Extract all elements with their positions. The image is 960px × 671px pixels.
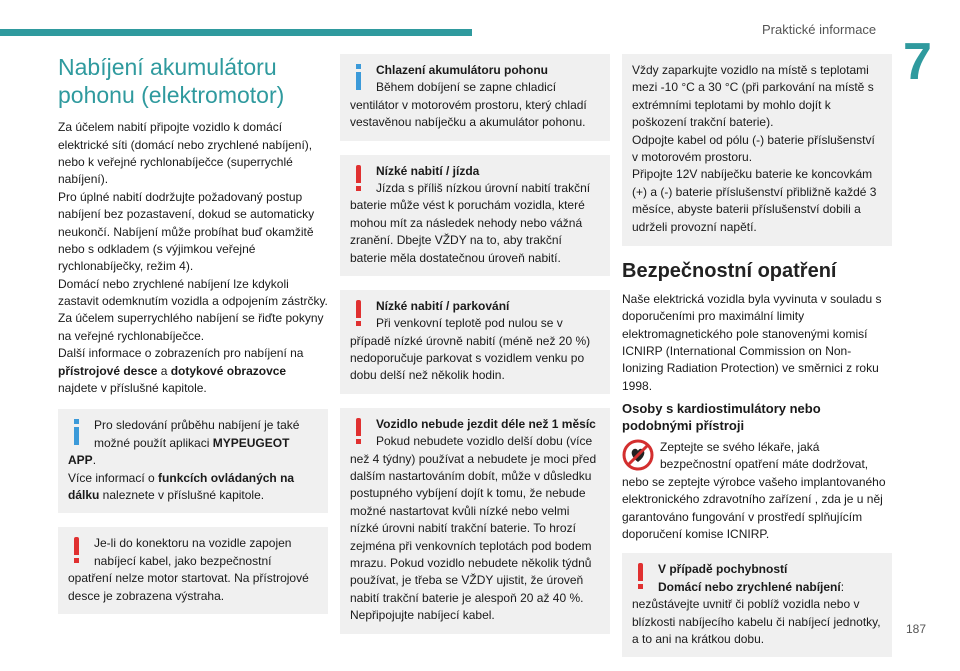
paragraph: Zeptejte se svého lékaře, jaká bezpečnostní opatření máte dodržovat, nebo se zeptejte výrobce vašeho implantovaného elektronického zdravotního zařízení , zda je u něj garantováno fungování v prostředí splňujícím doporučení komise ICNIRP. (622, 440, 886, 541)
text: Pro sledování průběhu nabíjení je také možné použít aplikaci (94, 418, 300, 450)
info-text: Během dobíjení se zapne chladicí ventilátor v motorovém prostoru, který chladí vestavěnou nabíječku a akumulátor pohonu. (350, 80, 587, 130)
warning-title: Nízké nabití / parkování (376, 298, 510, 313)
warning-text: Jízda s příliš nízkou úrovní nabití trakční baterie může vést k poruchám vozidla, které mohou mít za následek nehody nebo vážná zranění. Dbejte VŽDY na to, aby trakční baterie měla dostatečnou úroveň nabití. (350, 180, 591, 265)
column-1 (58, 54, 328, 628)
info-title: Chlazení akumulátoru pohonu (376, 63, 549, 77)
page-number: 187 (905, 622, 926, 636)
paragraph: Za účelem nabití připojte vozidlo k domácí elektrické síti (domácí nebo zrychlené nabíjení), nebo k veřejné rychlonabíječce (superrychlé nabíjení). (58, 120, 313, 187)
info-icon (68, 419, 86, 447)
warning-text: Je-li do konektoru na vozidle zapojen nabíjecí kabel, jako bezpečnostní opatření nelze motor startovat. Na přístrojové desce je zobrazena výstraha. (68, 536, 309, 603)
text: najdete v příslušné kapitole. (58, 381, 207, 396)
text: Další informace o zobrazeních pro nabíjení na (58, 346, 304, 361)
warning-icon (350, 418, 368, 446)
warning-icon (350, 165, 368, 193)
subheading: Osoby s kardiostimulátory nebo podobnými přístroji (622, 401, 821, 434)
header-accent-bar (0, 29, 472, 36)
warning-text: Nepřipojujte nabíjecí kabel. (350, 608, 495, 623)
warning-text: Při venkovní teplotě pod nulou se v případě nízké úrovně nabití (méně než 20 %) nedoporučuje parkovat s vozidlem venku po dobu delší než několik hodin. (350, 316, 591, 383)
warning-icon (68, 537, 86, 565)
paragraph: Pro úplné nabití dodržujte požadovaný postup nabíjení bez pozastavení, dokud se automaticky neukončí. Nabíjení může probíhat buď okamžitě nebo s odkladem (s výjimkou veřejné rychlonabíječky, režim 4). (58, 189, 315, 274)
paragraph: Naše elektrická vozidla byla vyvinuta v souladu s doporučeními pro maximální limity elektromagnetického pole stanovenými komisí ICNIRP (International Commission on Non-Ionizing Radiation Protection) ve směrnici z roku 1998. (622, 291, 882, 393)
warning-box (340, 290, 610, 394)
warning-text (632, 579, 882, 596)
warning-icon (632, 563, 650, 591)
warning-text: nezůstávejte uvnitř či poblíž vozidla nebo v blízkosti nabíjecího kabelu či nabíjecí jednotky, a to ani na krátkou dobu. (632, 597, 881, 646)
column-2 (340, 54, 610, 648)
column-3 (622, 54, 892, 671)
info-icon (350, 64, 368, 92)
paragraph (58, 345, 328, 397)
info-box (340, 54, 610, 141)
text: : (840, 579, 845, 594)
warning-icon (350, 300, 368, 328)
text-bold: přístrojové desce (58, 363, 158, 378)
info-text (68, 417, 318, 504)
text-bold: dotykové obrazovce (170, 363, 287, 378)
paragraph: Domácí nebo zrychlené nabíjení lze kdykoli zastavit odemknutím vozidla a odpojením zástrčky. Za účelem superrychlého nabíjení se řiďte pokyny na veřejné rychlonabíječce. (58, 276, 328, 343)
text: a (157, 363, 171, 378)
text: Více informací o (68, 470, 159, 485)
paragraph: Připojte 12V nabíječku baterie ke koncovkám (+) a (-) baterie příslušenství přibližně každé 3 měsíce, abyste baterii příslušenství dobili a udrželi provozní napětí. (632, 167, 877, 234)
page-heading: Nabíjení akumulátoru pohonu (elektromotor) (58, 54, 285, 108)
info-box (58, 409, 328, 513)
text: naleznete v příslušné kapitole. (99, 488, 265, 502)
warning-box (622, 553, 892, 657)
paragraph: Vždy zaparkujte vozidlo na místě s teplotami mezi -10 °C a 30 °C (při parkování na místě s extrémními teplotami by mohlo dojít k poškození trakční baterie). (632, 63, 874, 130)
warning-box (58, 527, 328, 614)
warning-text: Pokud nebudete vozidlo delší dobu (více než 4 týdny) používat a nebudete je moci před dalším nastartováním dobít, může v důsledku postupného vybíjení dojít k tomu, že nebude možné nastartovat kvůli nízké nebo velmi nízké úrovni nabití trakční baterie. To hrozí zejména při venkovních teplotách pod bodem mrazu. Pokud vozidlo nebudete několik týdnů používat, je třeba se VŽDY ujistit, že úroveň nabití trakční baterie je alespoň 20 až 40 %. (350, 434, 597, 605)
note-box (622, 54, 892, 246)
warning-box (340, 408, 610, 634)
pacemaker-section (622, 439, 892, 543)
text: . (92, 453, 97, 468)
text-bold: MYPEUGEOT APP (68, 435, 290, 468)
warning-box (340, 155, 610, 276)
warning-title: V případě pochybností (658, 562, 788, 577)
pacemaker-prohibited-icon (622, 439, 654, 471)
section-heading: Bezpečnostní opatření (622, 259, 837, 282)
paragraph: Odpojte kabel od pólu (-) baterie příslušenství v motorovém prostoru. (632, 132, 875, 164)
warning-title: Nízké nabití / jízda (376, 163, 480, 178)
text-bold: Domácí nebo zrychlené nabíjení (658, 579, 841, 594)
text-bold: funkcích ovládaných na dálku (68, 470, 295, 502)
warning-title: Vozidlo nebude jezdit déle než 1 měsíc (376, 416, 596, 431)
section-title: Praktické informace (762, 22, 877, 37)
chapter-number: 7 (903, 33, 932, 91)
